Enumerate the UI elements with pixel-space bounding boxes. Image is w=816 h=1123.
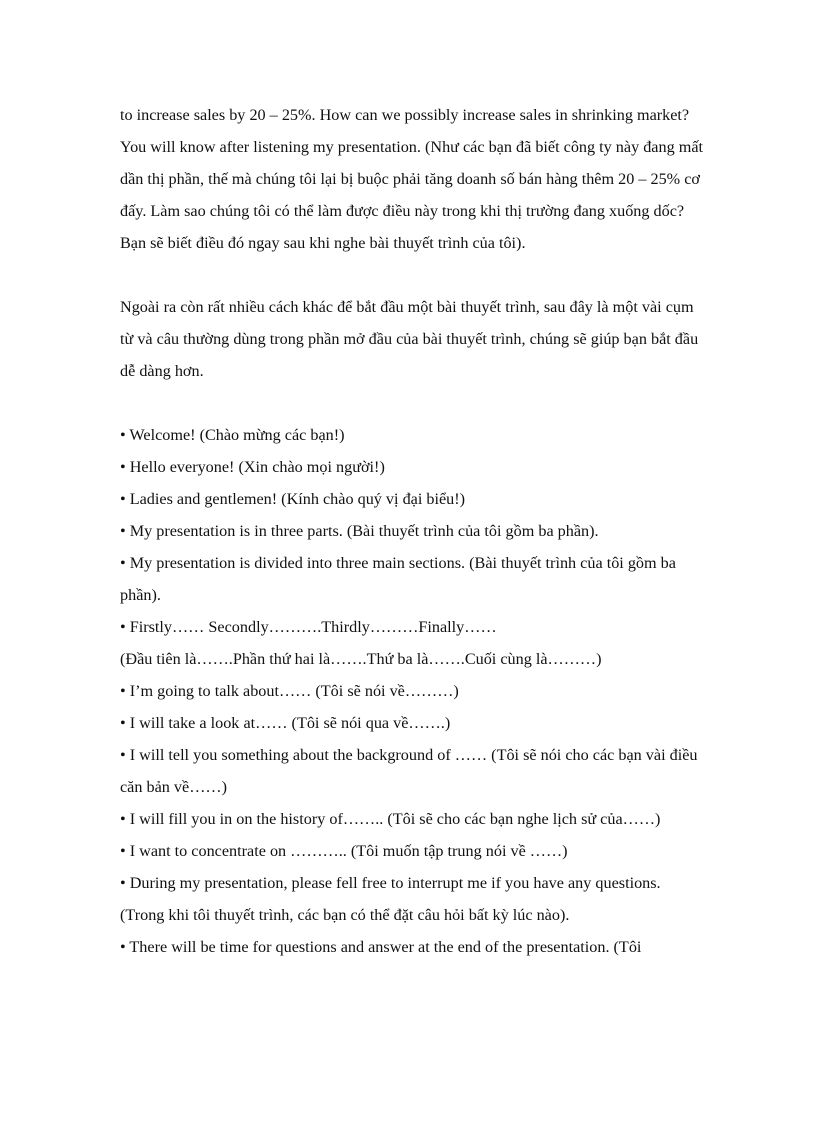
paragraph-spacer bbox=[120, 259, 705, 291]
paragraph-spacer bbox=[120, 387, 705, 419]
list-item: • Ladies and gentlemen! (Kính chào quý vị đại biểu!) bbox=[120, 490, 466, 508]
list-item: • My presentation is in three parts. (Bài thuyết trình của tôi gồm ba phần). bbox=[120, 522, 599, 540]
document-body bbox=[120, 99, 705, 963]
list-item: • Hello everyone! (Xin chào mọi người!) bbox=[120, 458, 385, 476]
list-item: • There will be time for questions and answer at the end of the presentation. (Tôi bbox=[120, 938, 642, 956]
list-item: • I will take a look at…… (Tôi sẽ nói qua về…….) bbox=[120, 714, 451, 732]
list-item: (Đầu tiên là…….Phần thứ hai là…….Thứ ba là…….Cuối cùng là………) bbox=[120, 650, 602, 668]
list-item: • I’m going to talk about…… (Tôi sẽ nói về………) bbox=[120, 682, 459, 700]
list-item: • I will fill you in on the history of…….. (Tôi sẽ cho các bạn nghe lịch sử của……) bbox=[120, 810, 661, 828]
list-item: • During my presentation, please fell free to interrupt me if you have any questions. (Trong khi tôi thuyết trình, các bạn có thể đặt câu hỏi bất kỳ lúc nào). bbox=[120, 874, 661, 924]
list-item: • Firstly…… Secondly……….Thirdly………Finally…… bbox=[120, 618, 497, 636]
list-item: • I want to concentrate on ……….. (Tôi muốn tập trung nói về ……) bbox=[120, 842, 568, 860]
list-item: • Welcome! (Chào mừng các bạn!) bbox=[120, 426, 345, 444]
paragraph-intro-continuation: to increase sales by 20 – 25%. How can we possibly increase sales in shrinking market? You will know after listening my presentation. (Như các bạn đã biết công ty này đang mất dần thị phần, thế mà chúng tôi lại bị buộc phải tăng doanh số bán hàng thêm 20 – 25% cơ đấy. Làm sao chúng tôi có thể làm được điều này trong khi thị trường đang xuống dốc? Bạn sẽ biết điều đó ngay sau khi nghe bài thuyết trình của tôi). bbox=[120, 106, 704, 252]
phrase-list bbox=[120, 419, 705, 963]
paragraph-phrases-intro: Ngoài ra còn rất nhiều cách khác để bắt đầu một bài thuyết trình, sau đây là một vài cụm từ và câu thường dùng trong phần mở đầu của bài thuyết trình, chúng sẽ giúp bạn bắt đầu dễ dàng hơn. bbox=[120, 298, 699, 380]
list-item: • My presentation is divided into three main sections. (Bài thuyết trình của tôi gồm ba phần). bbox=[120, 554, 676, 604]
list-item: • I will tell you something about the background of …… (Tôi sẽ nói cho các bạn vài điều căn bản về……) bbox=[120, 746, 698, 796]
